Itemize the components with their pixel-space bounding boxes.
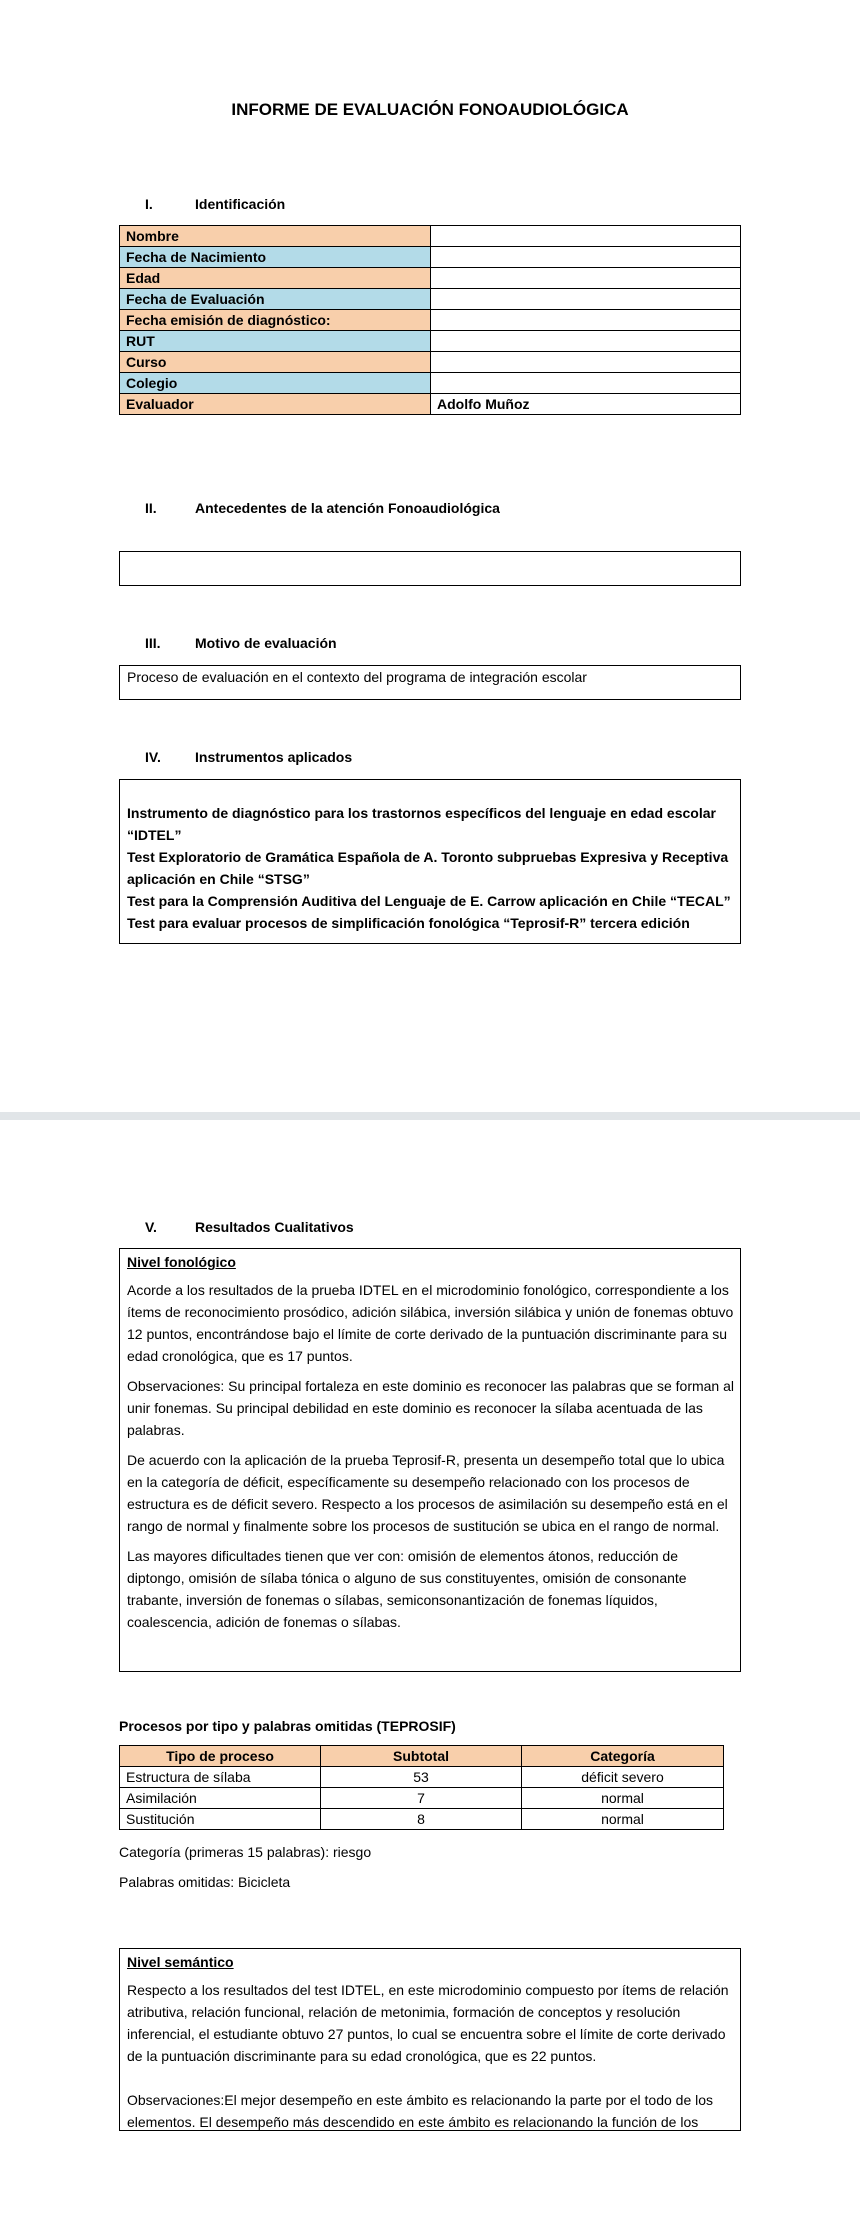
paragraph: Acorde a los resultados de la prueba IDTEL en el microdominio fonológico, correspondiente a los ítems de reconocimiento prosódico, adición silábica, inversión silábica y unión de fonemas obtuvo 12 puntos, encontrándose bajo el límite de corte derivado de la puntuación discriminante para su edad cronológica, que es 17 puntos. — [127, 1282, 734, 1364]
section-title: Motivo de evaluación — [195, 635, 337, 651]
motivo-box: Proceso de evaluación en el contexto del programa de integración escolar — [119, 665, 741, 700]
table-row — [120, 226, 741, 247]
section-title: Identificación — [195, 196, 286, 212]
table-row — [120, 373, 741, 394]
section-number: II. — [145, 500, 157, 516]
table-cell: déficit severo — [522, 1767, 724, 1788]
instrumentos-box — [119, 779, 741, 944]
paragraph: Las mayores dificultades tienen que ver con: omisión de elementos átonos, reducción de diptongo, omisión de sílaba tónica o alguno de sus constituyentes, omisión de consonante trabante, inversión de fonemas o sílabas, semiconsonantización de fonemas líquidos, coalescencia, adición de fonemas o sílabas. — [127, 1548, 687, 1630]
table-cell: 7 — [321, 1788, 522, 1809]
field-value — [431, 247, 741, 268]
categoria-text: Categoría (primeras 15 palabras): riesgo — [119, 1844, 372, 1860]
table-row — [120, 352, 741, 373]
table-row — [120, 289, 741, 310]
field-value — [431, 352, 741, 373]
section-number: V. — [145, 1219, 157, 1235]
paragraph: Respecto a los resultados del test IDTEL, en este microdominio compuesto por ítems de relación atributiva, relación funcional, relación de metonimia, formación de conceptos y resolución inferencial, el estudiante obtuvo 27 puntos, lo cual se encuentra sobre el límite de corte derivado de la puntuación discriminante para su edad cronológica, que es 22 puntos. — [127, 1982, 729, 2064]
field-value — [431, 331, 741, 352]
page-1 — [0, 0, 860, 1112]
fonologico-box — [119, 1248, 741, 1672]
column-header: Subtotal — [321, 1746, 522, 1767]
table-row — [120, 268, 741, 289]
table-header-row — [120, 1746, 724, 1767]
field-label: Nombre — [120, 226, 431, 247]
field-label: Colegio — [120, 373, 431, 394]
table-cell: normal — [522, 1788, 724, 1809]
subsection-heading: Nivel fonológico — [127, 1254, 236, 1270]
field-value — [431, 289, 741, 310]
procesos-title: Procesos por tipo y palabras omitidas (TEPROSIF) — [119, 1718, 456, 1734]
table-row — [120, 1788, 724, 1809]
page-separator — [0, 1112, 860, 1120]
field-value — [431, 373, 741, 394]
section-title: Antecedentes de la atención Fonoaudiológica — [195, 500, 500, 516]
identification-table — [119, 225, 741, 415]
table-row — [120, 247, 741, 268]
table-row — [120, 310, 741, 331]
paragraph: De acuerdo con la aplicación de la prueba Teprosif-R, presenta un desempeño total que lo ubica en la categoría de déficit, específicamente su desempeño relacionado con los procesos de estructura es de déficit severo. Respecto a los procesos de asimilación su desempeño está en el rango de normal y finalmente sobre los procesos de sustitución se ubica en el rango de normal. — [127, 1452, 728, 1534]
field-label: Fecha de Evaluación — [120, 289, 431, 310]
table-cell: 53 — [321, 1767, 522, 1788]
instrument-item: Instrumento de diagnóstico para los trastornos específicos del lenguaje en edad escolar “IDTEL” — [127, 805, 716, 843]
field-label: RUT — [120, 331, 431, 352]
section-number: IV. — [145, 749, 161, 765]
subsection-heading: Nivel semántico — [127, 1954, 234, 1970]
section-title: Resultados Cualitativos — [195, 1219, 354, 1235]
field-label: Fecha de Nacimiento — [120, 247, 431, 268]
section-identification-heading — [145, 196, 285, 212]
section-motivo-heading — [145, 635, 337, 651]
field-value — [431, 310, 741, 331]
section-number: I. — [145, 196, 153, 212]
antecedentes-box — [119, 551, 741, 586]
semantico-box — [119, 1948, 741, 2131]
instrument-item: Test para evaluar procesos de simplificación fonológica “Teprosif-R” tercera edición — [127, 915, 690, 931]
field-label: Evaluador — [120, 394, 431, 415]
section-instrumentos-heading — [145, 749, 352, 765]
field-label: Fecha emisión de diagnóstico: — [120, 310, 431, 331]
table-row — [120, 1767, 724, 1788]
field-label: Edad — [120, 268, 431, 289]
field-value — [431, 226, 741, 247]
section-title: Instrumentos aplicados — [195, 749, 353, 765]
table-cell: normal — [522, 1809, 724, 1830]
section-number: III. — [145, 635, 161, 651]
field-value — [431, 268, 741, 289]
paragraph: Observaciones:El mejor desempeño en este ámbito es relacionando la parte por el todo de los elementos. El desempeño más descendido en este ámbito es relacionando la función de los — [127, 2092, 714, 2130]
instrument-item: Test para la Comprensión Auditiva del Lenguaje de E. Carrow aplicación en Chile “TECAL” — [127, 893, 731, 909]
field-value: Adolfo Muñoz — [431, 394, 741, 415]
procesos-table — [119, 1745, 724, 1830]
document-title: INFORME DE EVALUACIÓN FONOAUDIOLÓGICA — [231, 100, 629, 119]
table-cell: 8 — [321, 1809, 522, 1830]
field-label: Curso — [120, 352, 431, 373]
section-resultados-heading — [145, 1219, 354, 1235]
table-cell: Estructura de sílaba — [120, 1767, 321, 1788]
column-header: Tipo de proceso — [120, 1746, 321, 1767]
table-cell: Sustitución — [120, 1809, 321, 1830]
paragraph: Observaciones: Su principal fortaleza en este dominio es reconocer las palabras que se forman al unir fonemas. Su principal debilidad en este dominio es reconocer la sílaba acentuada de las palabras. — [127, 1378, 734, 1438]
omitidas-text: Palabras omitidas: Bicicleta — [119, 1874, 291, 1890]
section-antecedentes-heading — [145, 500, 500, 516]
instrument-item: Test Exploratorio de Gramática Española de A. Toronto subpruebas Expresiva y Receptiva aplicación en Chile “STSG” — [127, 849, 729, 887]
column-header: Categoría — [522, 1746, 724, 1767]
table-row — [120, 331, 741, 352]
table-cell: Asimilación — [120, 1788, 321, 1809]
table-row — [120, 1809, 724, 1830]
table-row — [120, 394, 741, 415]
